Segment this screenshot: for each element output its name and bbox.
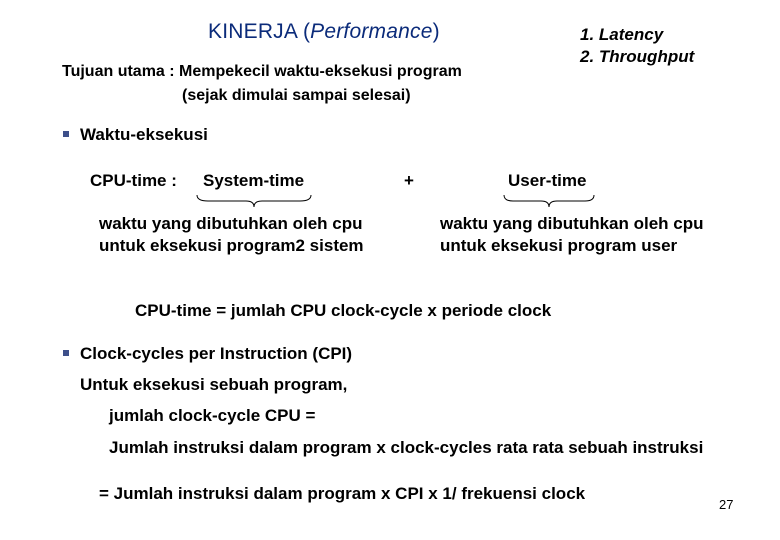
system-time-desc-2: untuk eksekusi program2 sistem [99, 236, 364, 255]
title-close: ) [432, 20, 440, 43]
goal-line-2: (sejak dimulai sampai selesai) [182, 87, 411, 104]
user-time-desc-2: untuk eksekusi program user [440, 236, 678, 255]
plus-sign: + [404, 171, 414, 190]
bullet-icon [63, 131, 69, 137]
metrics-list [580, 24, 694, 68]
goal-line-1: Tujuan utama : Mempekecil waktu-eksekusi program [62, 63, 462, 80]
metric-latency: 1. Latency [580, 25, 664, 44]
title-main: KINERJA ( [208, 20, 311, 43]
section-heading-waktu-eksekusi: Waktu-eksekusi [80, 125, 208, 144]
title-italic: Performance [310, 20, 433, 43]
page-title [208, 20, 440, 44]
user-time-desc-1: waktu yang dibutuhkan oleh cpu [440, 214, 704, 233]
section-heading-cpi: Clock-cycles per Instruction (CPI) [80, 344, 353, 363]
cpi-line-4: = Jumlah instruksi dalam program x CPI x 1/ frekuensi clock [99, 484, 586, 503]
system-time-label: System-time [203, 171, 305, 190]
cpu-time-label: CPU-time : [90, 171, 177, 190]
cpi-line-1: Untuk eksekusi sebuah program, [80, 375, 348, 394]
system-time-desc-1: waktu yang dibutuhkan oleh cpu [99, 214, 363, 233]
user-time-label: User-time [508, 171, 587, 190]
cpu-time-formula: CPU-time = jumlah CPU clock-cycle x periode clock [135, 301, 552, 320]
page-number: 27 [719, 497, 734, 512]
cpi-line-2: jumlah clock-cycle CPU = [109, 406, 316, 425]
cpi-line-3: Jumlah instruksi dalam program x clock-cycles rata rata sebuah instruksi [109, 438, 704, 457]
user-time-brace-icon [503, 194, 595, 208]
system-time-brace-icon [196, 194, 312, 208]
metric-throughput: 2. Throughput [580, 47, 695, 66]
bullet-icon [63, 350, 69, 356]
